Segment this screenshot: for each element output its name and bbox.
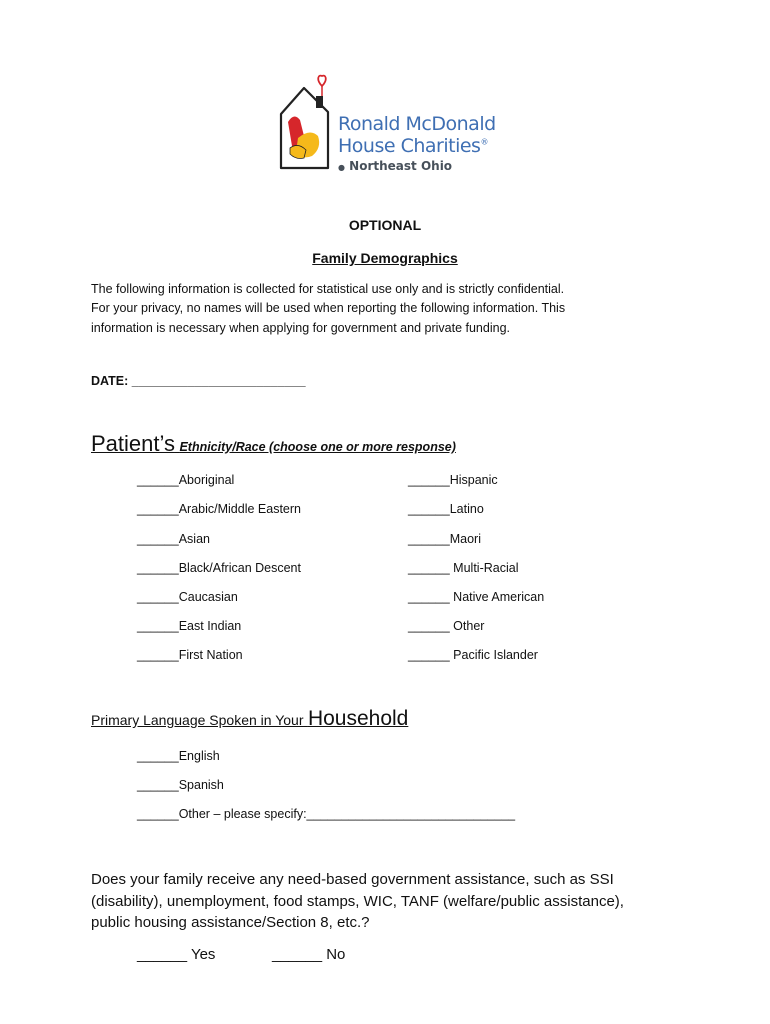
house-hands-logo-icon [276,72,340,182]
ethnicity-option-black[interactable]: ______Black/African Descent [137,561,301,575]
ethnicity-option-caucasian[interactable]: ______Caucasian [137,590,238,604]
ethnicity-option-pacific-islander[interactable]: ______ Pacific Islander [408,648,538,662]
ethnicity-option-latino[interactable]: ______Latino [408,502,484,516]
ethnicity-heading-big: Patient’s [91,431,175,456]
intro-line-2: For your privacy, no names will be used when reporting the following information. This [91,301,566,316]
assistance-no[interactable]: ______ No [272,946,346,963]
ethnicity-option-first-nation[interactable]: ______First Nation [137,648,243,662]
date-label: DATE: [91,374,129,388]
logo-line-2-text: House Charities [338,135,481,157]
ethnicity-heading [91,431,456,457]
ethnicity-option-other[interactable]: ______ Other [408,619,485,633]
assistance-line-3: public housing assistance/Section 8, etc.? [91,914,370,931]
language-heading-small: Primary Language Spoken in Your [91,712,304,728]
ethnicity-option-multi-racial[interactable]: ______ Multi-Racial [408,561,519,575]
ethnicity-option-maori[interactable]: ______Maori [408,532,481,546]
logo-line-3-text: Northeast Ohio [349,159,453,173]
rmhc-logo [276,72,506,182]
language-heading [91,707,408,731]
date-row [91,374,306,388]
ethnicity-option-east-indian[interactable]: ______East Indian [137,619,242,633]
ethnicity-heading-small: Ethnicity/Race (choose one or more response) [179,440,456,454]
assistance-line-1: Does your family receive any need-based government assistance, such as SSI [91,871,614,888]
page-title: Family Demographics [312,250,458,266]
logo-line-2 [338,135,488,157]
date-blank[interactable]: _________________________ [131,374,306,388]
logo-line-3: ● Northeast Ohio [338,159,453,173]
intro-line-1: The following information is collected for statistical use only and is strictly confidential. [91,282,565,296]
ethnicity-option-arabic[interactable]: ______Arabic/Middle Eastern [137,502,301,516]
intro-paragraph [91,280,565,338]
ethnicity-option-aboriginal[interactable]: ______Aboriginal [137,473,235,487]
language-option-spanish[interactable]: ______Spanish [137,778,224,792]
assistance-question [91,869,624,934]
intro-line-3: information is necessary when applying for government and private funding. [91,320,510,335]
assistance-line-2: (disability), unemployment, food stamps, WIC, TANF (welfare/public assistance), [91,892,624,910]
optional-label: OPTIONAL [348,217,422,233]
language-option-english[interactable]: ______English [137,749,220,763]
assistance-yes[interactable]: ______ Yes [137,946,216,963]
language-heading-big: Household [307,707,409,730]
ethnicity-option-asian[interactable]: ______Asian [137,532,210,546]
language-option-other[interactable]: ______Other – please specify:______________________________ [137,807,516,821]
registered-mark: ® [480,137,488,147]
ethnicity-option-hispanic[interactable]: ______Hispanic [408,473,498,487]
logo-line-1: Ronald McDonald [338,113,496,135]
ethnicity-option-native-american[interactable]: ______ Native American [408,590,545,604]
